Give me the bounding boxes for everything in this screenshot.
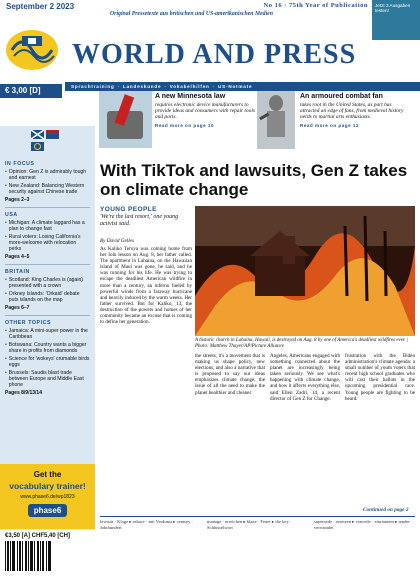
newspaper-title: WORLD AND PRESS [72, 39, 357, 70]
sidebar-item[interactable]: • Michigan: A climate laggard has a plan to change fast [5, 220, 85, 232]
article-column-4: frustration with the Biden administration's climate agenda: a small number of youth voters that recent high school graduates who will cast their ballots in the upcoming presidential race. Young people are fighting to be heard. [345, 353, 415, 402]
sidebar-heading: IN FOCUS [5, 161, 35, 167]
photo-caption: A historic church in Lahaina, Hawaii, is destroyed on Aug. 8 by one of America's deadliest wildfires ever. | Photo: Matthew Thayer/AP/Picture Alliance [195, 338, 409, 349]
nav-item[interactable]: US-Notmate [218, 84, 253, 89]
sidebar-item[interactable]: • Botswana: Country wants a bigger share in profits from diamonds [5, 342, 87, 354]
sidebar-pages: Pages 2–3 [5, 197, 30, 203]
teaser-body: requires electronic device manufacturers to provide ideas and consumers with repair tools and parts. [155, 101, 255, 120]
article-dek: 'We're the last resort,' one young activist said. [100, 214, 179, 227]
teaser-headline: A new Minnesota law [155, 93, 226, 100]
sidebar-pages: Pages 8/9/13/14 [5, 390, 42, 396]
glossary-column: supersede · ersetzen ▸ concede · einräumen ▸ tender · verwundet [314, 519, 413, 530]
article-column-3: Angeles, Americans engaged with something connected about the planet are increasingly being taken seriously. We see what's happening with climate change, and how it affects everything else, said Ellen Zadri, 14, a recent director of Gen Z for Change. [270, 353, 340, 402]
teaser-headline: An armoured combat fan [300, 93, 383, 100]
teaser-body: takes root in the United States, as part has attracted an edge of fans, from medieval history nerds to martial arts enthusiasts. [300, 101, 404, 120]
glossary-column: lawsuit · Klage ▸ ashore · mit Verdunst ▸ century · Jahrhundert [100, 519, 194, 530]
cover-price: € 3,00 [D] [0, 84, 62, 98]
article-byline: By David Gelles [100, 238, 134, 244]
phase6-logo: phase6 [28, 504, 68, 517]
sidebar-pages: Pages 4–5 [5, 254, 30, 260]
teaser-image-repair [99, 91, 152, 148]
barcode-price: €3,50 [A] CHF5,40 [CH] [5, 533, 71, 539]
sidebar-item[interactable]: • Opinion: Gen Z is admirably tough and earnest [5, 169, 87, 181]
teaser-link[interactable]: Read more on page 10 [155, 123, 215, 129]
sidebar-item[interactable]: • Rural voters: Losing California's more-welcome with relocation perks [5, 234, 81, 252]
issue-number: No 16 · 75th Year of Publication [263, 2, 368, 9]
sidebar-item[interactable]: • New Zealand: Balancing Western security against Chinese trade [5, 183, 85, 195]
divider [100, 516, 415, 517]
divider [5, 207, 90, 208]
sidebar-heading: USA [5, 212, 18, 218]
sidebar-heading: BRITAIN [5, 269, 30, 275]
teaser-image-armour [257, 91, 295, 149]
promo-line1: Get the [33, 470, 62, 479]
teaser-link[interactable]: Read more on page 12 [300, 123, 360, 129]
divider [5, 315, 90, 316]
lead-headline[interactable]: With TikTok and lawsuits, Gen Z takes on climate change [100, 161, 408, 199]
issue-date: September 2 2023 [6, 2, 75, 11]
nav-item[interactable]: Vokabelhilfen [169, 84, 210, 89]
wildfire-photo [195, 206, 415, 336]
sidebar-item[interactable]: • Orkney Islands: 'Orkaid' debate puts islands on the map [5, 291, 80, 303]
continued-link[interactable]: Continued on page 2 [363, 507, 409, 513]
teaser-armoured-combat[interactable] [300, 93, 410, 128]
flags-icon [31, 130, 59, 152]
vocabulary-trainer-promo[interactable] [0, 464, 95, 529]
sidebar-item[interactable]: • Science for 'wokeys' crumable birds eggs [5, 356, 90, 368]
divider [5, 264, 90, 265]
glossary-column: manage · erreichen ▸ blaze · Feuer ▸ the key · Schlüsselwort [207, 519, 292, 530]
section-nav: Sprachtraining · Landeskunde · Vokabelhilfen · US-Notmate [65, 82, 420, 91]
article-kicker: YOUNG PEOPLE [100, 206, 157, 213]
sidebar-item[interactable]: • Jamaica: A mini-super power in the Caribbean [5, 328, 88, 340]
sidebar-item[interactable]: • Scotland: King Charles is (again) presented with a crown [5, 277, 83, 289]
barcode-area [0, 530, 95, 577]
sidebar-pages: Pages 6–7 [5, 305, 30, 311]
promo-line2: vocabulary trainer! [9, 481, 86, 491]
promo-url[interactable]: www.phase6.de/wp1823 [20, 494, 75, 500]
corner-advert[interactable]: Jetzt 3 Ausgaben testen! [372, 0, 420, 40]
nav-item[interactable]: Sprachtraining [71, 84, 115, 89]
article-column-2: the streets, it's a movement that is making us shape policy, new elections, and also a narrative that is proposed to say our ideas emphasizes climate change, the issue of all the need to make the planet healthier and cleaner. [195, 353, 265, 396]
article-column-1: As Kaliko Teruya was coming home from her Iolu lesson on Aug. 8, her father called. The apartment in Lahaina, on the Hawaiian island of Maui was gone, he said, and he was running for his life. He was trying to escape the deadliest American wildfire in more than a century, an inferno fueled by powerful winds from a faraway hurricane and heavily induced by the warm weeks. Her father survived. But for Kaliko, 13, the destruction of the powers and homes of her community became an excuse that is coming to define her generation. [100, 246, 192, 326]
globe-logo-icon [4, 24, 64, 72]
sidebar-heading: OTHER TOPICS [5, 320, 52, 326]
barcode-icon [5, 541, 90, 571]
teaser-minnesota[interactable] [155, 93, 255, 128]
sidebar-item[interactable]: • Brussels: Saudis blast trade between Europe and Middle East phone [5, 370, 84, 388]
nav-item[interactable]: Landeskunde [122, 84, 162, 89]
masthead-tagline: Original Pressetexte aus britischen und US-amerikanischen Medien [110, 11, 273, 17]
top-strip [0, 0, 420, 20]
